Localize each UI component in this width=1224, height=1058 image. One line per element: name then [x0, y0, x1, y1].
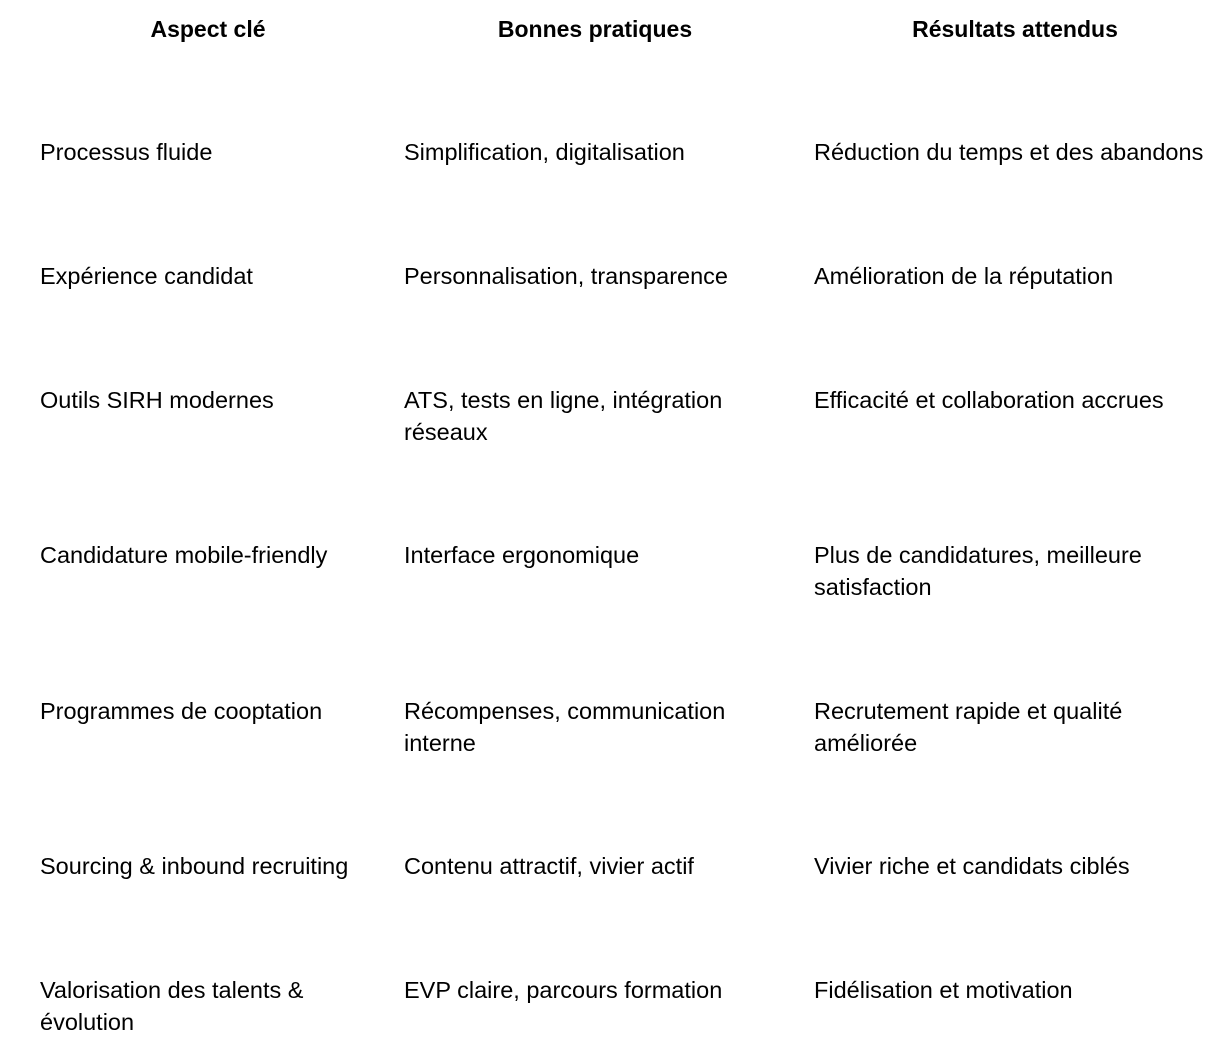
table-header-row: [0, 12, 1224, 46]
practice-cell: Contenu attractif, vivier actif: [404, 853, 694, 879]
practice-cell: Personnalisation, transparence: [404, 263, 728, 289]
column-header-aspect: Aspect clé: [150, 16, 266, 42]
result-cell: Plus de candidatures, meilleure satisfaction: [814, 542, 1142, 600]
result-cell: Recrutement rapide et qualité améliorée: [814, 698, 1123, 756]
aspect-cell: Valorisation des talents & évolution: [40, 977, 304, 1035]
result-cell: Amélioration de la réputation: [814, 263, 1114, 289]
practice-cell: Simplification, digitalisation: [404, 139, 685, 165]
result-cell: Efficacité et collaboration accrues: [814, 387, 1164, 413]
aspect-cell: Processus fluide: [40, 139, 213, 165]
practice-cell: EVP claire, parcours formation: [404, 977, 723, 1003]
aspect-cell: Sourcing & inbound recruiting: [40, 853, 349, 879]
result-cell: Fidélisation et motivation: [814, 977, 1073, 1003]
column-header-results: Résultats attendus: [912, 16, 1118, 42]
column-header-practices: Bonnes pratiques: [497, 16, 693, 42]
result-cell: Réduction du temps et des abandons: [814, 139, 1204, 165]
aspect-cell: Expérience candidat: [40, 263, 253, 289]
result-cell: Vivier riche et candidats ciblés: [814, 853, 1130, 879]
aspect-cell: Programmes de cooptation: [40, 698, 323, 724]
aspect-cell: Candidature mobile-friendly: [40, 542, 328, 568]
practice-cell: Récompenses, communication interne: [404, 698, 726, 756]
practice-cell: Interface ergonomique: [404, 542, 640, 568]
aspect-cell: Outils SIRH modernes: [40, 387, 274, 413]
practice-cell: ATS, tests en ligne, intégration réseaux: [404, 387, 723, 445]
